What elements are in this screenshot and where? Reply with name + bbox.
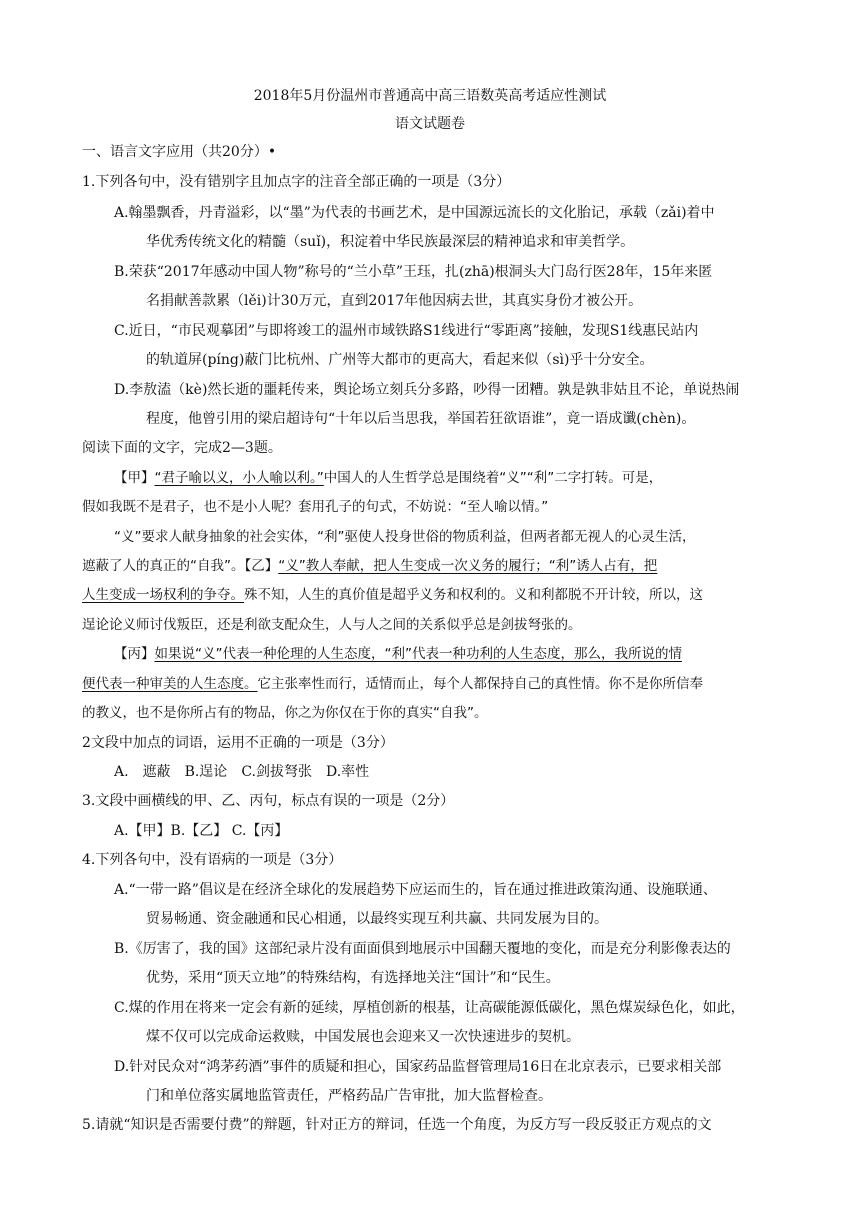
passage-paragraph-1-line1: [114, 468, 662, 488]
q2-option-a: A. 遮蔽: [114, 764, 171, 780]
passage-paragraph-3-line2: [82, 674, 703, 694]
passage-paragraph-2-line3: [82, 585, 703, 605]
passage-paragraph-2-line4: 逞论论义师讨伐叛臣，还是利欲支配众生，人与人之间的关系似乎总是剑拔弩张的。: [82, 617, 582, 633]
q2-stem: 2文段中加点的词语，运用不正确的一项是（3分）: [82, 735, 394, 751]
q2-options: [114, 762, 383, 782]
q4-option-b-line2: 优势，采用“顶天立地”的特殊结构，有选择地关注“国计”和“民生。: [146, 970, 560, 986]
q1-option-b-line2: 名捐献善款累（lěi)计30万元，直到2017年他因病去世，其真实身份才被公开。: [146, 293, 643, 309]
q4-option-a-line2: 贸易畅通、资金融通和民心相通，以最终实现互利共赢、共同发展为目的。: [146, 911, 608, 927]
passage-tag-jia: 【甲】: [114, 470, 155, 486]
q1-stem: 1.下列各句中，没有错别字且加点字的注音全部正确的一项是（3分）: [82, 174, 511, 190]
q4-option-d-line1: D.针对民众对“鸿茅药酒”事件的质疑和担心，国家药品监督管理局16日在北京表示，已要求相关部: [114, 1059, 722, 1075]
reading-instruction: 阅读下面的文字，完成2—3题。: [82, 440, 282, 456]
q1-option-c-line1: C.近日，“市民观摹团”与即将竣工的温州市域铁路S1线进行“零距离”接触，发现S1线惠民站内: [114, 323, 699, 339]
q1-option-d-line1: D.李敖溘（kè)然长逝的噩耗传来，舆论场立刻兵分多路，吵得一团糟。孰是孰非姑且不论，单说热闹: [114, 382, 740, 398]
passage-paragraph-3-line1: [114, 644, 682, 664]
q4-option-a-line1: A.“一带一路”倡议是在经济全球化的发展趋势下应运而生的，旨在通过推进政策沟通、设施联通、: [114, 882, 717, 898]
passage-paragraph-2-line2: [82, 556, 657, 576]
q1-option-b-line1: B.荣获“2017年感动中国人物”称号的“兰小草”王珏，扎(zhā)根洞头大门岛行医28年，15年来匿: [114, 264, 713, 280]
exam-title: 2018年5月份温州市普通高中高三语数英高考适应性测试: [253, 88, 607, 104]
underlined-sentence-bing-cont: 便代表一种审美的人生态度。: [82, 676, 258, 692]
q3-options: A.【甲】B.【乙】 C.【丙】: [114, 823, 289, 839]
paper-subtitle: 语文试题卷: [395, 116, 465, 132]
underlined-sentence-yi: “义”教人奉献，把人生变成一次义务的履行；“利”诱人占有，把: [278, 558, 658, 574]
q4-option-c-line1: C.煤的作用在将来一定会有新的延续，厚植创新的根基，让高碳能源低碳化，黑色煤炭绿色化，如此，: [114, 1000, 745, 1016]
q4-option-b-line1: B.《厉害了，我的国》这部纪录片没有面面俱到地展示中国翻天覆地的变化，而是充分利影像表达的: [114, 941, 731, 957]
q2-option-b: B.逞论: [184, 764, 228, 780]
underlined-sentence-bing: 如果说“义”代表一种伦理的人生态度，“利”代表一种功利的人生态度，那么，我所说的情: [154, 646, 682, 662]
q2-option-c: C.剑拔弩张: [241, 764, 312, 780]
passage-tag-bing: 【丙】: [114, 646, 155, 662]
q1-option-a-line1: A.翰墨飘香，丹青溢彩，以“墨”为代表的书画艺术，是中国源远流长的文化胎记，承载（zǎi)着中: [114, 205, 715, 221]
passage-paragraph-3-line3: 的教义，也不是你所占有的物品，你之为你仅在于你的真实“自我”。: [82, 705, 488, 721]
q2-option-d: D.率性: [325, 764, 370, 780]
passage-paragraph-1-line2: 假如我既不是君子，也不是小人呢？套用孔子的句式，不妨说：“至人喻以情。”: [82, 499, 549, 515]
section-heading: 一、语言文字应用（共20分）•: [82, 144, 277, 160]
passage-paragraph-2-line1: “义”要求人献身抽象的社会实体，“利”驱使人投身世俗的物质利益，但两者都无视人的心灵生活，: [114, 529, 696, 545]
q4-stem: 4.下列各句中，没有语病的一项是（3分）: [82, 852, 343, 868]
q4-option-d-line2: 门和单位落实属地监管责任，严格药品广告审批，加大监督检查。: [146, 1088, 552, 1104]
q1-option-d-line2: 程度，他曾引用的梁启超诗句“十年以后当思我，举国若狂欲语谁”，竟一语成谶(chèn)。: [146, 411, 696, 427]
q3-stem: 3.文段中画横线的甲、乙、丙句，标点有误的一项是（2分）: [82, 793, 455, 809]
q1-option-a-line2: 华优秀传统文化的精髓（suǐ)，积淀着中华民族最深层的精神追求和审美哲学。: [146, 234, 635, 250]
underlined-sentence-yi-cont: 人生变成一场权利的争夺。: [82, 587, 244, 603]
passage-tag-yi: 【乙】: [244, 558, 279, 574]
q1-option-c-line2: 的轨道屏(píng)蔽门比杭州、广州等大都市的更高大，看起来似（sì)乎十分安全。: [146, 352, 654, 368]
q5-stem: 5.请就“知识是否需要付费”的辩题，针对正方的辩词，任选一个角度，为反方写一段反驳正方观点的文: [82, 1117, 712, 1133]
passage-text: 殊不知，人生的真价值是超乎义务和权利的。义和利都脱不开计较，所以，这: [244, 587, 703, 603]
q4-option-c-line2: 煤不仅可以完成命运救赎，中国发展也会迎来又一次快速进步的契机。: [146, 1029, 580, 1045]
passage-text: 它主张率性而行，适情而止，每个人都保持自己的真性情。你不是你所信奉: [257, 676, 703, 692]
passage-text: 中国人的人生哲学总是围绕着“义”“利”二字打转。可是，: [323, 470, 663, 486]
underlined-sentence-jia: “君子喻以义，小人喻以利。”: [154, 470, 324, 486]
passage-text: 遮蔽了人的真正的“自我”。: [82, 558, 245, 574]
